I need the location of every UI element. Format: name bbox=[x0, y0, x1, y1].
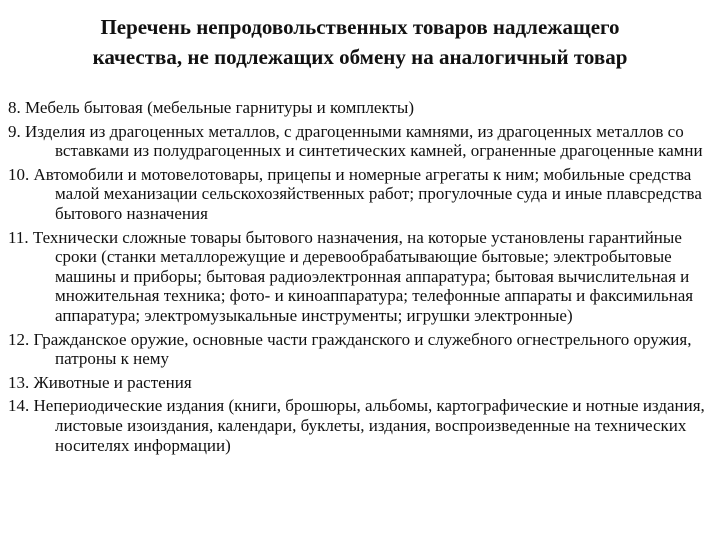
list-item-9: 9. Изделия из драгоценных металлов, с драгоценными камнями, из драгоценных металлов со вставками из полудрагоценных и синтетических камней, ограненные драгоценные камни bbox=[8, 121, 703, 161]
list-item-8: 8. Мебель бытовая (мебельные гарнитуры и комплекты) bbox=[8, 98, 415, 117]
list-item-10: 10. Автомобили и мотовелотовары, прицепы и номерные агрегаты к ним; мобильные средства малой механизации сельскохозяйственных работ; прогулочные суда и иные плавсредства бытового назначения bbox=[8, 164, 702, 223]
slide-title bbox=[40, 12, 680, 72]
goods-list bbox=[8, 98, 712, 459]
list-item-12: 12. Гражданское оружие, основные части гражданского и служебного огнестрельного оружия, патроны к нему bbox=[8, 329, 692, 369]
list-item-11: 11. Технически сложные товары бытового назначения, на которые установлены гарантийные сроки (станки металлорежущие и деревообрабатывающие бытовые; электробытовые машины и приборы; бытовая радиоэлектронная аппаратура; бытовая вычислительная и множительная техника; фото- и киноаппаратура; телефонные аппараты и факсимильная аппаратура; электромузыкальные инструменты; игрушки электронные) bbox=[8, 227, 694, 325]
title-line-1: Перечень непродовольственных товаров надлежащего bbox=[100, 15, 620, 39]
list-item-14: 14. Непериодические издания (книги, брошюры, альбомы, картографические и нотные издания, листовые изоиздания, календари, буклеты, издания, воспроизведенные на технических носителях информации) bbox=[8, 396, 705, 455]
list-item-13: 13. Животные и растения bbox=[8, 372, 192, 392]
title-line-2: качества, не подлежащих обмену на аналогичный товар bbox=[92, 45, 628, 69]
